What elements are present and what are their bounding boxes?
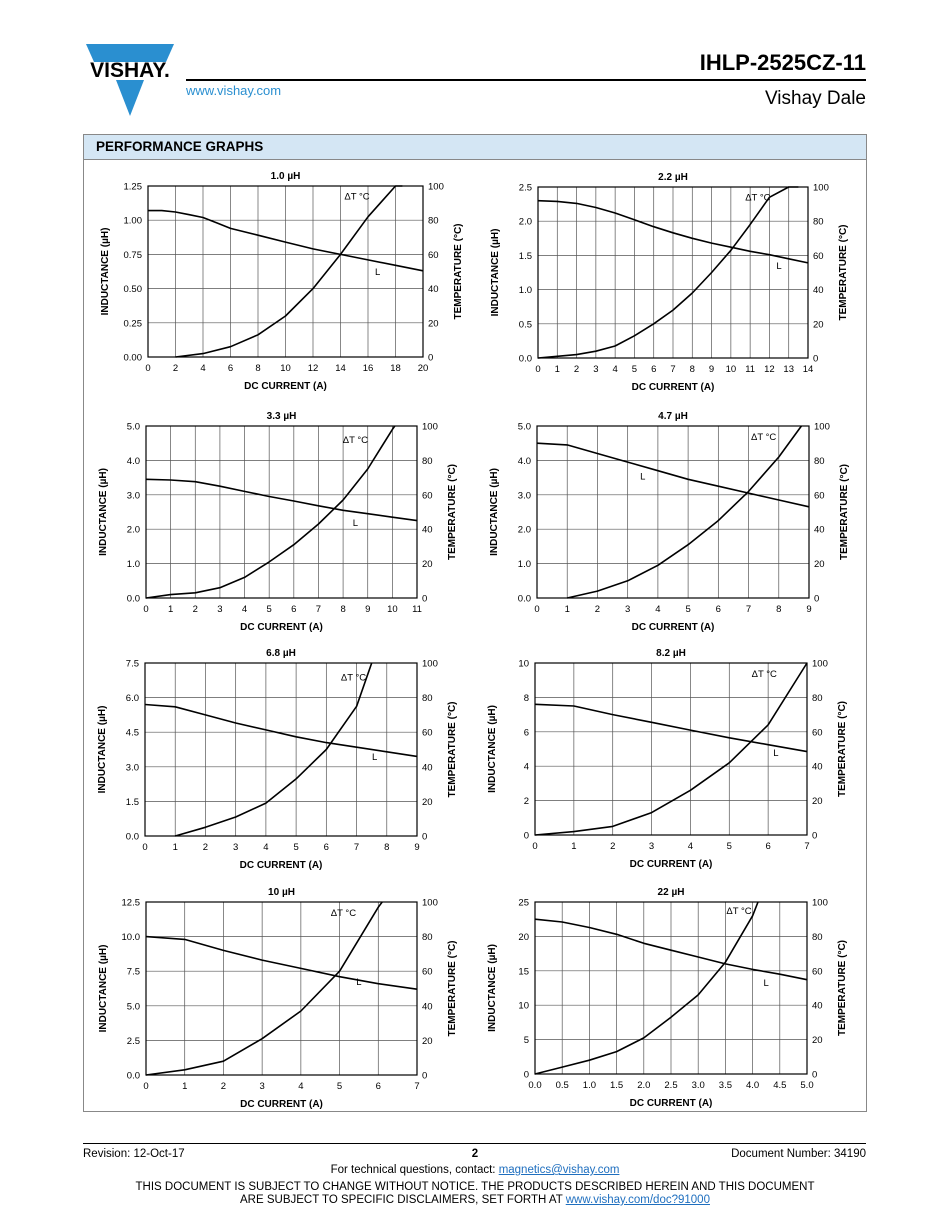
chart-title: 1.0 µH [270, 171, 301, 182]
temperature-curve [538, 187, 798, 358]
y2-axis-label: TEMPERATURE (°C) [447, 701, 458, 798]
x-tick-label: 4 [612, 364, 618, 375]
y-tick-label: 3.0 [125, 762, 139, 774]
x-tick-label: 2.0 [637, 1080, 651, 1091]
chart-title: 3.3 µH [266, 411, 297, 422]
y-axis-label: INDUCTANCE (µH) [489, 468, 500, 556]
x-tick-label: 7 [414, 1081, 420, 1092]
curve-label-dt: ΔT °C [340, 672, 367, 684]
y-tick-label: 10.0 [121, 932, 140, 944]
y-tick-label: 6 [523, 727, 529, 739]
chart-5 [97, 648, 458, 871]
y2-tick-label: 40 [422, 1001, 433, 1013]
section-title: PERFORMANCE GRAPHS [84, 135, 866, 160]
curve-label-l: L [356, 977, 362, 989]
y2-tick-label: 80 [422, 455, 433, 467]
inductance-curve [145, 705, 417, 757]
y2-tick-label: 60 [422, 727, 433, 739]
y2-tick-label: 0 [814, 593, 820, 605]
x-tick-label: 12 [307, 363, 319, 374]
curve-label-dt: ΔT °C [330, 907, 357, 919]
y2-tick-label: 80 [422, 693, 433, 705]
x-tick-label: 9 [708, 364, 715, 375]
y2-tick-label: 0 [812, 830, 818, 842]
x-tick-label: 2.5 [664, 1080, 678, 1091]
chart-4 [489, 411, 850, 633]
y-tick-label: 2.0 [126, 524, 140, 536]
x-tick-label: 8 [689, 364, 695, 375]
y2-tick-label: 60 [812, 727, 823, 739]
x-tick-label: 16 [362, 363, 374, 374]
x-tick-label: 1 [564, 604, 570, 615]
disclaimer-link[interactable]: www.vishay.com/doc?91000 [565, 1194, 710, 1206]
x-tick-label: 11 [745, 364, 756, 375]
chart-title: 22 µH [657, 887, 685, 898]
x-tick-label: 6 [227, 363, 234, 374]
x-tick-label: 0.5 [555, 1080, 569, 1091]
x-tick-label: 3 [217, 604, 223, 615]
y-tick-label: 0.0 [518, 353, 532, 365]
y2-tick-label: 80 [814, 455, 825, 467]
x-tick-label: 4 [200, 363, 206, 374]
y2-tick-label: 100 [813, 182, 829, 194]
x-tick-label: 8 [340, 604, 346, 615]
contact-prefix: For technical questions, contact: [330, 1164, 499, 1176]
disclaimer-line-1: THIS DOCUMENT IS SUBJECT TO CHANGE WITHOUT NOTICE. THE PRODUCTS DESCRIBED HEREIN AND THIS DOCUMENT [135, 1181, 815, 1193]
y2-tick-label: 100 [422, 421, 438, 433]
y-tick-label: 10 [518, 658, 529, 670]
x-tick-label: 13 [783, 364, 795, 375]
y2-tick-label: 100 [422, 658, 438, 670]
inductance-curve [146, 937, 417, 990]
y-tick-label: 0.75 [123, 249, 142, 261]
curve-label-dt: ΔT °C [745, 192, 771, 204]
x-tick-label: 0 [143, 1081, 149, 1092]
chart-title: 2.2 µH [658, 172, 688, 183]
x-tick-label: 14 [335, 363, 346, 374]
y2-tick-label: 40 [812, 761, 823, 773]
y-tick-label: 15 [518, 966, 529, 978]
x-tick-label: 4 [263, 842, 269, 853]
y-tick-label: 6.0 [125, 693, 139, 705]
y-axis-label: INDUCTANCE (µH) [487, 944, 498, 1032]
y-tick-label: 4.5 [125, 727, 139, 739]
y2-tick-label: 20 [422, 796, 433, 808]
y-axis-label: INDUCTANCE (µH) [487, 705, 498, 793]
y-tick-label: 4.0 [126, 455, 140, 467]
y2-tick-label: 20 [812, 796, 823, 808]
chart-title: 10 µH [268, 887, 295, 898]
y-tick-label: 0.50 [123, 284, 142, 296]
y-tick-label: 5.0 [126, 421, 140, 433]
x-tick-label: 4 [298, 1081, 304, 1092]
plot-frame [535, 663, 807, 835]
temperature-curve [176, 186, 403, 357]
x-tick-label: 3.0 [691, 1080, 705, 1091]
x-tick-label: 14 [802, 364, 814, 375]
x-tick-label: 0 [534, 604, 540, 615]
curve-label-l: L [763, 977, 769, 989]
y2-tick-label: 60 [422, 490, 433, 502]
x-tick-label: 1 [167, 604, 174, 615]
curve-label-l: L [773, 747, 779, 759]
x-tick-label: 1.5 [609, 1080, 624, 1091]
y2-tick-label: 0 [422, 1070, 428, 1082]
x-tick-label: 20 [417, 363, 429, 374]
y-tick-label: 2.5 [126, 1035, 140, 1047]
x-tick-label: 7 [670, 364, 676, 375]
x-tick-label: 5 [293, 842, 299, 853]
chart-2 [490, 172, 849, 393]
curve-label-l: L [640, 471, 646, 483]
y-tick-label: 5 [523, 1035, 529, 1047]
chart-7 [98, 887, 458, 1110]
y2-axis-label: TEMPERATURE (°C) [447, 940, 458, 1037]
y-tick-label: 5.0 [517, 421, 531, 433]
y-tick-label: 1.0 [126, 559, 140, 571]
y2-tick-label: 0 [812, 1069, 818, 1081]
curve-label-l: L [352, 517, 359, 529]
x-tick-label: 1.0 [582, 1080, 597, 1091]
chart-1 [100, 171, 464, 392]
y2-axis-label: TEMPERATURE (°C) [838, 224, 849, 321]
x-tick-label: 1 [571, 841, 577, 852]
y-tick-label: 3.0 [126, 490, 140, 502]
x-tick-label: 2 [594, 604, 601, 615]
x-tick-label: 6 [375, 1081, 381, 1092]
y2-axis-label: TEMPERATURE (°C) [839, 463, 850, 561]
y-tick-label: 8 [523, 692, 529, 704]
x-tick-label: 6 [323, 842, 329, 853]
x-tick-label: 0 [532, 841, 538, 852]
x-tick-label: 2 [573, 364, 580, 375]
x-tick-label: 7 [745, 604, 752, 615]
x-tick-label: 2 [202, 842, 209, 853]
x-tick-label: 4 [241, 604, 248, 615]
x-tick-label: 9 [414, 842, 420, 853]
y-tick-label: 3.0 [517, 490, 531, 502]
x-tick-label: 3 [259, 1081, 265, 1092]
y-tick-label: 10 [518, 1000, 529, 1012]
curve-label-l: L [374, 266, 381, 278]
y-tick-label: 20 [518, 931, 529, 943]
y2-tick-label: 20 [422, 1035, 433, 1047]
y-tick-label: 4.0 [517, 455, 531, 467]
y-tick-label: 0.5 [518, 319, 532, 331]
contact-line [0, 1164, 950, 1176]
x-tick-label: 6 [651, 364, 657, 375]
y-tick-label: 2.5 [518, 182, 532, 194]
x-tick-label: 5 [336, 1081, 343, 1092]
y2-tick-label: 80 [422, 932, 433, 944]
y-tick-label: 1.25 [123, 181, 142, 193]
x-tick-label: 3 [233, 842, 239, 853]
x-tick-label: 4 [687, 841, 694, 852]
x-tick-label: 0 [143, 604, 149, 615]
y-axis-label: INDUCTANCE (µH) [98, 944, 109, 1033]
y2-tick-label: 100 [422, 897, 438, 909]
plot-frame [146, 902, 417, 1075]
x-axis-label: DC CURRENT (A) [244, 381, 327, 392]
x-tick-label: 5 [685, 604, 691, 615]
y2-tick-label: 100 [814, 421, 830, 433]
y-axis-label: INDUCTANCE (µH) [97, 705, 108, 794]
curve-label-l: L [776, 261, 782, 273]
y-tick-label: 0.00 [123, 352, 142, 364]
curve-label-dt: ΔT °C [751, 668, 777, 680]
x-tick-label: 1 [182, 1081, 188, 1092]
x-tick-label: 2 [610, 841, 616, 852]
y-tick-label: 0.0 [126, 1070, 140, 1082]
temperature-curve [175, 663, 372, 836]
y-tick-label: 0 [523, 830, 529, 842]
y-tick-label: 0.25 [123, 318, 142, 330]
y2-axis-label: TEMPERATURE (°C) [837, 939, 848, 1037]
x-tick-label: 0 [535, 364, 541, 375]
y2-tick-label: 20 [428, 318, 439, 330]
company-name: Vishay Dale [764, 88, 866, 109]
x-tick-label: 3.5 [718, 1080, 733, 1091]
y2-tick-label: 20 [814, 559, 825, 571]
disclaimer-line-2 [0, 1194, 950, 1206]
y-tick-label: 7.5 [126, 966, 140, 978]
part-number: IHLP-2525CZ-11 [699, 50, 866, 75]
x-tick-label: 8 [776, 604, 782, 615]
y2-tick-label: 80 [812, 692, 823, 704]
x-tick-label: 5 [631, 364, 638, 375]
y-tick-label: 1.5 [125, 796, 139, 808]
y2-tick-label: 0 [422, 831, 428, 843]
x-tick-label: 7 [804, 841, 810, 852]
y2-tick-label: 100 [812, 658, 828, 670]
x-tick-label: 5 [266, 604, 272, 615]
y2-tick-label: 60 [814, 490, 825, 502]
x-axis-label: DC CURRENT (A) [629, 1098, 713, 1109]
y2-tick-label: 40 [422, 524, 433, 536]
y2-tick-label: 40 [428, 284, 439, 296]
x-tick-label: 6 [291, 604, 297, 615]
x-tick-label: 11 [412, 604, 422, 615]
x-tick-label: 5.0 [800, 1080, 814, 1091]
x-tick-label: 1 [554, 364, 560, 375]
x-tick-label: 3 [593, 364, 599, 375]
y2-tick-label: 40 [814, 524, 825, 536]
x-tick-label: 0 [142, 842, 148, 853]
y-tick-label: 25 [518, 897, 529, 909]
x-tick-label: 1 [172, 842, 178, 853]
y-tick-label: 2 [523, 796, 529, 808]
x-tick-label: 2 [220, 1081, 227, 1092]
chart-6 [487, 648, 848, 870]
x-tick-label: 10 [725, 364, 737, 375]
y-tick-label: 5.0 [126, 1001, 140, 1013]
y-tick-label: 2.0 [517, 524, 531, 536]
x-axis-label: DC CURRENT (A) [239, 860, 323, 871]
inductance-curve [535, 704, 807, 751]
x-tick-label: 3 [648, 841, 655, 852]
y2-tick-label: 60 [422, 966, 433, 978]
y-tick-label: 1.5 [518, 250, 532, 262]
temperature-curve [535, 663, 807, 835]
x-tick-label: 18 [390, 363, 401, 374]
y2-tick-label: 0 [428, 352, 434, 364]
y-axis-label: INDUCTANCE (µH) [98, 468, 109, 556]
page-number: 2 [471, 1148, 479, 1160]
y-tick-label: 0.0 [125, 831, 139, 843]
chart-title: 8.2 µH [656, 648, 686, 659]
x-axis-label: DC CURRENT (A) [629, 859, 713, 870]
x-tick-label: 7 [353, 842, 360, 853]
y-tick-label: 1.0 [517, 559, 531, 571]
y2-tick-label: 60 [428, 249, 439, 261]
y-tick-label: 1.0 [518, 285, 532, 297]
y-tick-label: 2.0 [518, 216, 532, 228]
document-number: Document Number: 34190 [731, 1148, 866, 1160]
contact-email-link[interactable]: magnetics@vishay.com [498, 1164, 620, 1176]
y2-tick-label: 60 [812, 966, 823, 978]
y2-axis-label: TEMPERATURE (°C) [453, 223, 464, 320]
curve-label-dt: ΔT °C [344, 191, 370, 203]
x-tick-label: 8 [384, 842, 390, 853]
x-tick-label: 9 [806, 604, 812, 615]
y2-tick-label: 40 [422, 762, 433, 774]
x-tick-label: 8 [255, 363, 261, 374]
x-tick-label: 5 [726, 841, 732, 852]
x-tick-label: 0.0 [528, 1080, 542, 1091]
y-axis-label: INDUCTANCE (µH) [490, 228, 501, 317]
chart-8 [487, 887, 848, 1109]
chart-3 [98, 411, 458, 633]
footer-rule [83, 1143, 866, 1144]
y2-axis-label: TEMPERATURE (°C) [837, 700, 848, 798]
y2-tick-label: 0 [813, 353, 819, 365]
temperature-curve [146, 902, 382, 1075]
x-axis-label: DC CURRENT (A) [240, 622, 323, 633]
curve-label-dt: ΔT °C [342, 435, 369, 447]
website-link[interactable]: www.vishay.com [186, 83, 282, 98]
y-axis-label: INDUCTANCE (µH) [100, 227, 111, 316]
y-tick-label: 12.5 [121, 897, 140, 909]
x-tick-label: 4 [655, 604, 661, 615]
y-tick-label: 4 [523, 761, 529, 773]
y2-tick-label: 40 [812, 1000, 823, 1012]
x-tick-label: 6 [765, 841, 771, 852]
y2-tick-label: 100 [812, 897, 828, 909]
plot-frame [537, 426, 809, 598]
x-axis-label: DC CURRENT (A) [240, 1099, 323, 1110]
y2-tick-label: 80 [813, 216, 824, 228]
x-tick-label: 3 [625, 604, 631, 615]
y-tick-label: 7.5 [125, 658, 139, 670]
x-tick-label: 4.5 [773, 1080, 787, 1091]
y-tick-label: 1.00 [123, 215, 142, 227]
y2-tick-label: 40 [813, 285, 824, 297]
disclaimer-prefix: ARE SUBJECT TO SPECIFIC DISCLAIMERS, SET FORTH AT [240, 1194, 566, 1206]
curve-label-l: L [372, 751, 378, 763]
y2-axis-label: TEMPERATURE (°C) [447, 463, 458, 561]
x-tick-label: 10 [387, 604, 398, 615]
x-tick-label: 0 [145, 363, 151, 374]
chart-title: 6.8 µH [266, 648, 296, 659]
inductance-curve [537, 443, 809, 507]
header-rule [186, 79, 866, 81]
y2-tick-label: 60 [813, 250, 824, 262]
temperature-curve [535, 902, 758, 1074]
x-tick-label: 9 [365, 604, 371, 615]
x-tick-label: 2 [172, 363, 179, 374]
x-tick-label: 12 [764, 364, 775, 375]
curve-label-dt: ΔT °C [751, 431, 777, 443]
logo-text: VISHAY. [90, 59, 170, 82]
y-tick-label: 0.0 [126, 593, 140, 605]
plot-frame [146, 426, 417, 598]
y2-tick-label: 0 [422, 593, 428, 605]
y2-tick-label: 80 [812, 931, 823, 943]
y2-tick-label: 100 [428, 181, 444, 193]
y2-tick-label: 20 [812, 1035, 823, 1047]
y-tick-label: 0.0 [517, 593, 531, 605]
x-axis-label: DC CURRENT (A) [631, 622, 715, 633]
y2-tick-label: 20 [422, 559, 433, 571]
y2-tick-label: 20 [813, 319, 824, 331]
inductance-curve [146, 479, 417, 520]
x-tick-label: 4.0 [745, 1080, 760, 1091]
chart-title: 4.7 µH [658, 411, 688, 422]
x-axis-label: DC CURRENT (A) [631, 382, 715, 393]
x-tick-label: 6 [715, 604, 721, 615]
temperature-curve [567, 426, 801, 598]
revision: Revision: 12-Oct-17 [83, 1148, 185, 1160]
vishay-logo [80, 42, 180, 122]
x-tick-label: 7 [315, 604, 322, 615]
curve-label-dt: ΔT °C [726, 906, 752, 918]
x-tick-label: 2 [192, 604, 198, 615]
y-tick-label: 0 [523, 1069, 529, 1081]
y2-tick-label: 80 [428, 215, 439, 227]
x-tick-label: 10 [280, 363, 291, 374]
